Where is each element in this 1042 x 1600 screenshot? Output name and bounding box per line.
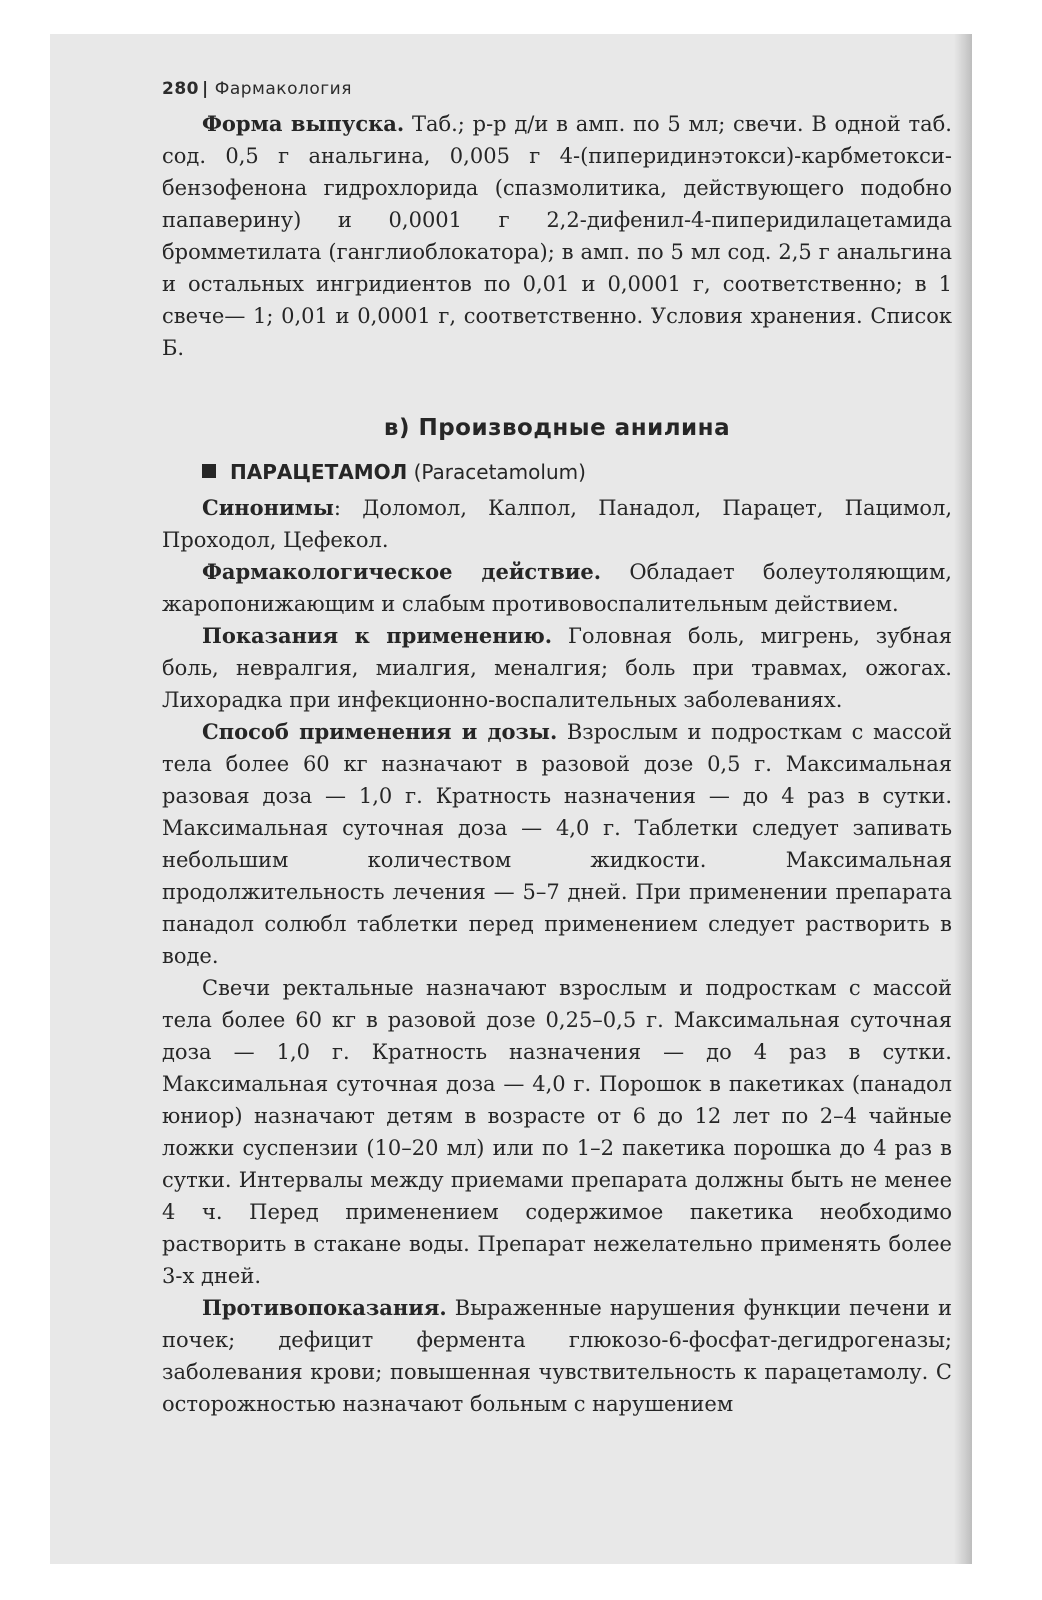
header-separator: |	[202, 79, 209, 99]
release-form-paragraph	[162, 108, 952, 364]
dosage-text: Взрослым и подросткам с массой тела более 60 кг назначают в разовой дозе 0,5 г. Максимальная разовая доза — 1,0 г. Кратность назначения — до 4 раз в сутки. Максимальная суточная доза — 4,0 г. Таблетки следует запивать небольшим количеством жидкости. Максимальная продолжительность лечения — 5–7 дней. При применении препарата панадол солюбл таблетки перед применением следует растворить в воде.	[162, 720, 952, 968]
release-form-text: Таб.; р-р д/и в амп. по 5 мл; свечи. В одной таб. сод. 0,5 г анальгина, 0,005 г 4-(пиперидинэтокси)-карбметокси-бензофенона гидрохлорида (спазмолитика, действующего подобно папаверину) и 0,0001 г 2,2-дифенил-4-пиперидилацетамида бромметилата (ганглиоблокатора); в амп. по 5 мл сод. 2,5 г анальгина и остальных ингридиентов по 0,01 и 0,0001 г, соответственно; в 1 свече— 1; 0,01 и 0,0001 г, соответственно. Условия хранения. Список Б.	[162, 112, 952, 360]
release-form-label: Форма выпуска.	[202, 111, 405, 136]
suppositories-paragraph	[162, 972, 952, 1292]
indications-text: Головная боль, мигрень, зубная боль, невралгия, миалгия, меналгия; боль при травмах, ожогах. Лихорадка при инфекционно-воспалительных заболеваниях.	[162, 624, 952, 712]
drug-latin-name: (Paracetamolum)	[413, 460, 586, 484]
indications-paragraph	[162, 620, 952, 716]
running-header	[162, 76, 952, 102]
page-edge-shadow	[954, 34, 972, 1564]
contraindications-paragraph	[162, 1292, 952, 1420]
synonyms-paragraph	[162, 492, 952, 556]
drug-heading	[162, 456, 952, 488]
section-title: в) Производные анилина	[383, 415, 731, 441]
contraindications-label: Противопоказания.	[202, 1295, 447, 1320]
indications-label: Показания к применению.	[202, 623, 553, 648]
page-number: 280	[162, 79, 199, 99]
dosage-paragraph	[162, 716, 952, 972]
action-paragraph	[162, 556, 952, 620]
dosage-label: Способ применения и дозы.	[202, 719, 558, 744]
drug-name: ПАРАЦЕТАМОЛ	[230, 460, 408, 484]
page-content	[162, 76, 952, 1420]
suppositories-text: Свечи ректальные назначают взрослым и подросткам с массой тела более 60 кг в разовой дозе 0,25–0,5 г. Максимальная суточная доза — 1,0 г. Кратность назначения — до 4 раз в сутки. Максимальная суточная доза — 4,0 г. Порошок в пакетиках (панадол юниор) назначают детям в возрасте от 6 до 12 лет по 2–4 чайные ложки суспензии (10–20 мл) или по 1–2 пакетика порошка до 4 раз в сутки. Интервалы между приемами препарата должны быть не менее 4 ч. Перед применением содержимое пакетика необходимо растворить в стакане воды. Препарат нежелательно применять более 3-х дней.	[162, 976, 952, 1288]
action-text: Обладает болеутоляющим, жаропонижающим и слабым противовоспалительным действием.	[162, 560, 952, 616]
contraindications-text: Выраженные нарушения функции печени и почек; дефицит фермента глюкозо-6-фосфат-дегидрогеназы; заболевания крови; повышенная чувствительность к парацетамолу. С осторожностью назначают больным с нарушением	[162, 1296, 952, 1416]
action-label: Фармакологическое действие.	[202, 559, 602, 584]
square-bullet-icon	[202, 464, 216, 478]
synonyms-label: Синонимы	[202, 495, 334, 520]
running-title: Фармакология	[214, 79, 352, 99]
synonyms-text: : Доломол, Калпол, Панадол, Парацет, Пацимол, Проходол, Цефекол.	[162, 496, 952, 552]
